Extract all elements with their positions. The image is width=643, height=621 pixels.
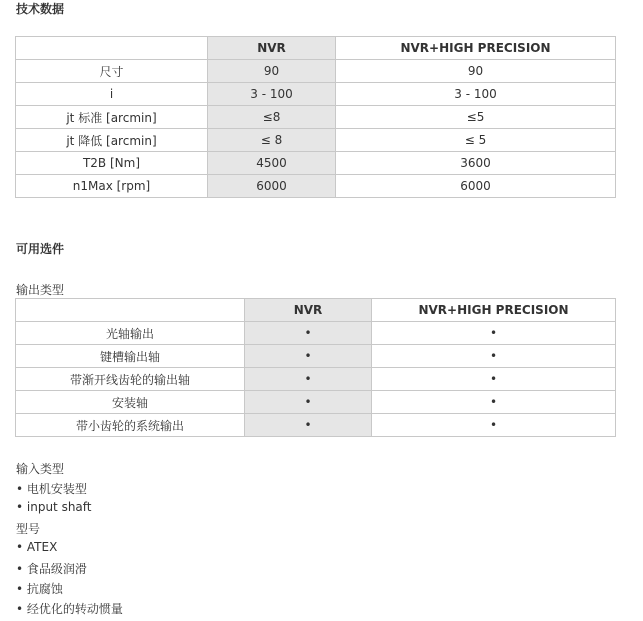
nvr-hp-value: ≤ 5 [336, 129, 616, 152]
model-label: 型号 [16, 522, 41, 536]
nvr-hp-value: 6000 [336, 175, 616, 198]
tech-data-title: 技术数据 [16, 2, 65, 16]
header-cell-nvr: NVR [245, 299, 372, 322]
table-header-row [16, 299, 616, 322]
table-row [16, 345, 616, 368]
table-row [16, 152, 616, 175]
row-label: jt 降低 [arcmin] [16, 129, 208, 152]
nvr-value: 6000 [208, 175, 336, 198]
options-title: 可用选件 [16, 242, 65, 256]
list-item: • ATEX [16, 540, 58, 554]
table-header-row [16, 37, 616, 60]
table-row [16, 106, 616, 129]
header-cell-empty [16, 37, 208, 60]
row-label: i [16, 83, 208, 106]
nvr-availability: • [245, 414, 372, 437]
nvr-hp-availability: • [372, 345, 616, 368]
nvr-availability: • [245, 345, 372, 368]
table-row [16, 322, 616, 345]
table-row [16, 391, 616, 414]
input-type-label: 输入类型 [16, 462, 65, 476]
nvr-hp-availability: • [372, 391, 616, 414]
row-label: 带渐开线齿轮的输出轴 [16, 368, 245, 391]
list-item: • 经优化的转动惯量 [16, 602, 123, 616]
nvr-hp-value: 3 - 100 [336, 83, 616, 106]
header-cell-nvr-high-precision: NVR+HIGH PRECISION [372, 299, 616, 322]
table-row [16, 175, 616, 198]
nvr-value: ≤ 8 [208, 129, 336, 152]
table-row [16, 83, 616, 106]
header-cell-nvr: NVR [208, 37, 336, 60]
row-label: jt 标准 [arcmin] [16, 106, 208, 129]
tech-data-table [15, 36, 616, 198]
nvr-hp-value: 90 [336, 60, 616, 83]
nvr-value: 90 [208, 60, 336, 83]
table-row [16, 368, 616, 391]
nvr-value: 3 - 100 [208, 83, 336, 106]
nvr-availability: • [245, 322, 372, 345]
header-cell-empty [16, 299, 245, 322]
nvr-availability: • [245, 391, 372, 414]
nvr-availability: • [245, 368, 372, 391]
nvr-hp-availability: • [372, 414, 616, 437]
nvr-value: 4500 [208, 152, 336, 175]
row-label: 光轴输出 [16, 322, 245, 345]
header-cell-nvr-high-precision: NVR+HIGH PRECISION [336, 37, 616, 60]
output-options-table [15, 298, 616, 437]
list-item: • 食品级润滑 [16, 562, 87, 576]
row-label: 带小齿轮的系统输出 [16, 414, 245, 437]
nvr-hp-value: 3600 [336, 152, 616, 175]
row-label: T2B [Nm] [16, 152, 208, 175]
list-item: • 抗腐蚀 [16, 582, 63, 596]
list-item: • 电机安装型 [16, 482, 87, 496]
table-row [16, 414, 616, 437]
nvr-value: ≤8 [208, 106, 336, 129]
nvr-hp-availability: • [372, 322, 616, 345]
table-row [16, 129, 616, 152]
nvr-hp-availability: • [372, 368, 616, 391]
list-item: • input shaft [16, 500, 92, 514]
row-label: 安装轴 [16, 391, 245, 414]
table-row [16, 60, 616, 83]
row-label: 尺寸 [16, 60, 208, 83]
row-label: 键槽输出轴 [16, 345, 245, 368]
nvr-hp-value: ≤5 [336, 106, 616, 129]
output-type-label: 输出类型 [16, 283, 65, 297]
row-label: n1Max [rpm] [16, 175, 208, 198]
